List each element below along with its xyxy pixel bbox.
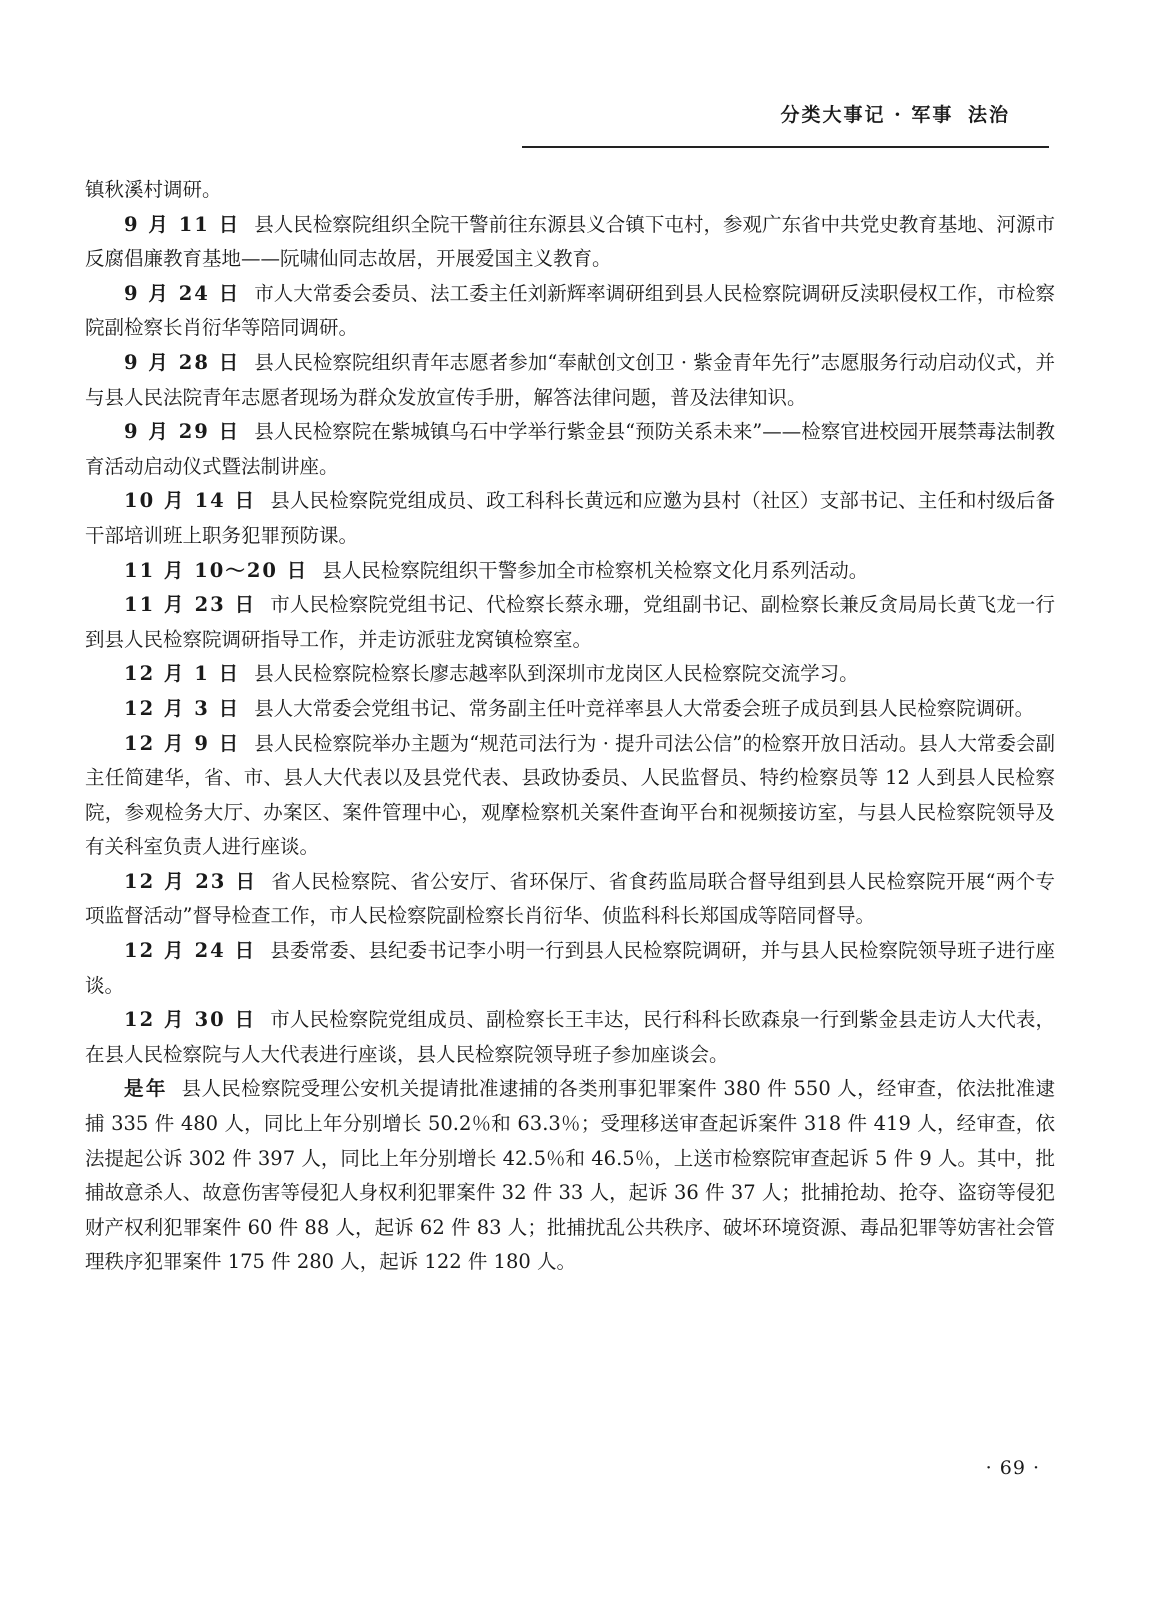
entry xyxy=(85,1003,1055,1072)
entry-text: 县委常委、县纪委书记李小明一行到县人民检察院调研，并与县人民检察院领导班子进行座谈。 xyxy=(85,939,1055,997)
entry-text: 市人民检察院党组成员、副检察长王丰达，民行科科长欧森泉一行到紫金县走访人大代表，在县人民检察院与人大代表进行座谈，县人民检察院领导班子参加座谈会。 xyxy=(85,1008,1055,1066)
running-header-section: 法治 xyxy=(967,104,1010,126)
entry-date: 12 月 23 日 xyxy=(124,869,258,893)
entry xyxy=(85,934,1055,1003)
entry-date: 11 月 10～20 日 xyxy=(124,558,309,582)
entry-text: 县人民检察院组织全院干警前往东源县义合镇下屯村，参观广东省中共党史教育基地、河源市反腐倡廉教育基地——阮啸仙同志故居，开展爱国主义教育。 xyxy=(85,212,1055,271)
entry xyxy=(85,346,1055,415)
entry xyxy=(85,692,1055,727)
entry-text: 县人民检察院受理公安机关提请批准逮捕的各类刑事犯罪案件 380 件 550 人，经审查，依法批准逮捕 335 件 480 人，同比上年分别增长 50.2％和 63.3％；受理移送审查起诉案件 318 件 419 人，经审查，依法提起公诉 302 件 397 人，同比上年分别增长 42.5％和 46.5％，上送市检察院审查起诉 5 件 9 人。其中，批捕故意杀人、故意伤害等侵犯人身权利犯罪案件 32 件 33 人，起诉 36 件 37 人；批捕抢劫、抢夺、盗窃等侵犯财产权利犯罪案件 60 件 88 人，起诉 62 件 83 人；批捕扰乱公共秩序、破坏环境资源、毒品犯罪等妨害社会管理秩序犯罪案件 175 件 280 人，起诉 122 件 180 人。 xyxy=(85,1077,1055,1274)
entry-text: 县人民检察院党组成员、政工科科长黄远和应邀为县村（社区）支部书记、主任和村级后备干部培训班上职务犯罪预防课。 xyxy=(85,489,1055,547)
entry-date: 10 月 14 日 xyxy=(124,489,257,513)
entry-date: 12 月 3 日 xyxy=(124,696,241,720)
header-rule xyxy=(522,146,1049,148)
entry xyxy=(85,554,1055,589)
entry xyxy=(85,1072,1055,1280)
entry-date: 9 月 11 日 xyxy=(124,212,241,236)
entry-text: 县人民检察院组织干警参加全市检察机关检察文化月系列活动。 xyxy=(322,558,869,582)
entry-date: 12 月 24 日 xyxy=(124,939,257,963)
page-number: · 69 · xyxy=(985,1457,1040,1479)
entry-date: 9 月 28 日 xyxy=(124,350,241,374)
entry-date: 9 月 29 日 xyxy=(124,420,241,444)
entry-text: 县人民检察院举办主题为“规范司法行为 · 提升司法公信”的检察开放日活动。县人大常委会副主任简建华，省、市、县人大代表以及县党代表、县政协委员、人民监督员、特约检察员等 12 人到县人民检察院，参观检务大厅、办案区、案件管理中心，观摩检察机关案件查询平台和视频接访室，与县人民检察院领导及有关科室负责人进行座谈。 xyxy=(85,731,1055,859)
entry xyxy=(85,727,1055,865)
entry xyxy=(85,865,1055,934)
running-header-title: 分类大事记 · 军事 xyxy=(780,104,954,126)
entry xyxy=(85,484,1055,553)
entry-date: 12 月 30 日 xyxy=(124,1008,257,1032)
continued-paragraph: 镇秋溪村调研。 xyxy=(85,178,222,201)
entry xyxy=(85,277,1055,346)
entry-text: 县人民检察院在紫城镇乌石中学举行紫金县“预防关系未来”——检察官进校园开展禁毒法制教育活动启动仪式暨法制讲座。 xyxy=(85,420,1055,478)
entry xyxy=(85,208,1055,277)
entry-date: 12 月 1 日 xyxy=(124,662,241,686)
entry xyxy=(85,588,1055,657)
entry xyxy=(85,415,1055,484)
entry-text: 县人大常委会党组书记、常务副主任叶竞祥率县人大常委会班子成员到县人民检察院调研。 xyxy=(254,696,1035,720)
entry-text: 市人民检察院党组书记、代检察长蔡永珊，党组副书记、副检察长兼反贪局局长黄飞龙一行到县人民检察院调研指导工作，并走访派驻龙窝镇检察室。 xyxy=(85,593,1055,651)
body-text xyxy=(85,173,1055,1280)
entry-date: 9 月 24 日 xyxy=(124,281,241,305)
entry-text: 省人民检察院、省公安厅、省环保厅、省食药监局联合督导组到县人民检察院开展“两个专项监督活动”督导检查工作，市人民检察院副检察长肖衍华、侦监科科长郑国成等陪同督导。 xyxy=(85,869,1055,928)
entry-date: 11 月 23 日 xyxy=(124,593,257,617)
entry-text: 县人民检察院组织青年志愿者参加“奉献创文创卫 · 紫金青年先行”志愿服务行动启动仪式，并与县人民法院青年志愿者现场为群众发放宣传手册，解答法律问题，普及法律知识。 xyxy=(85,350,1055,409)
entry-text: 县人民检察院检察长廖志越率队到深圳市龙岗区人民检察院交流学习。 xyxy=(254,662,859,686)
running-header xyxy=(781,100,1011,127)
entry-date: 12 月 9 日 xyxy=(124,731,241,755)
entry-text: 市人大常委会委员、法工委主任刘新辉率调研组到县人民检察院调研反渎职侵权工作，市检察院副检察长肖衍华等陪同调研。 xyxy=(85,281,1055,340)
entry xyxy=(85,657,1055,692)
entry-date: 是年 xyxy=(124,1077,168,1101)
